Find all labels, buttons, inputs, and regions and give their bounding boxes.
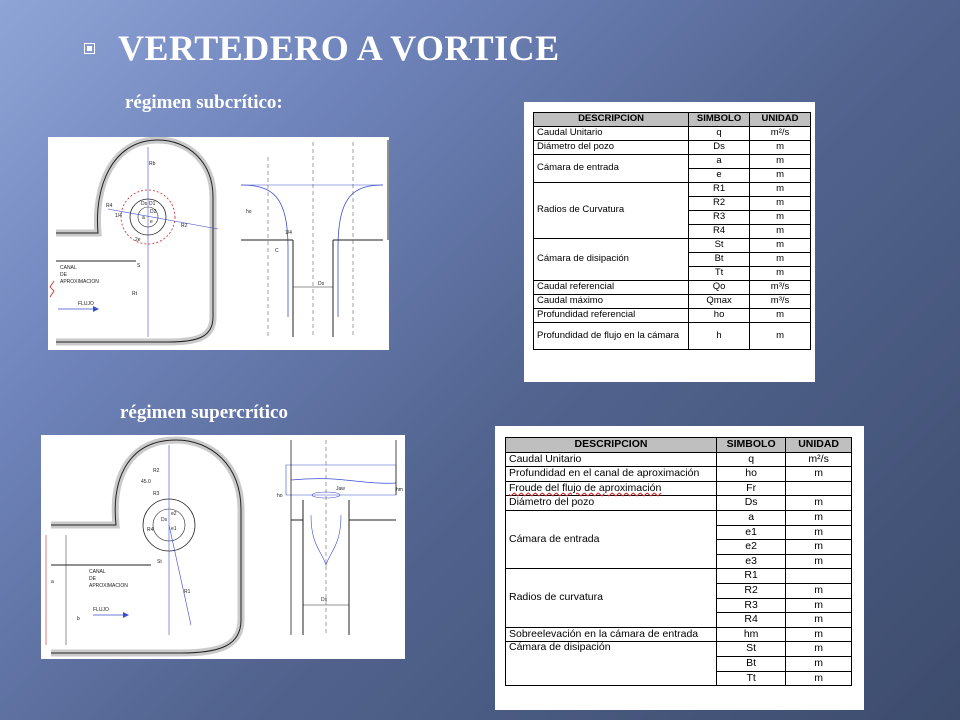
table-row: [506, 569, 852, 584]
row-desc: Caudal Unitario: [534, 127, 689, 141]
row-symbol: R1: [717, 569, 786, 584]
row-desc: Cámara de entrada: [534, 155, 689, 183]
row-symbol: ho: [717, 467, 786, 482]
row-desc: Cámara de disipación: [506, 642, 717, 686]
row-symbol: Tt: [717, 671, 786, 686]
row-desc: Sobreelevación en la cámara de entrada: [506, 627, 717, 642]
label-s: S: [137, 263, 141, 269]
row-symbol: R4: [717, 613, 786, 628]
row-desc: Cámara de entrada: [506, 510, 717, 568]
row-symbol: R2: [689, 197, 750, 211]
row-symbol: Ds: [717, 496, 786, 511]
table-row: [534, 295, 811, 309]
row-unit: m: [750, 211, 811, 225]
label-r2: R2: [153, 468, 160, 474]
row-desc: Radios de Curvatura: [534, 183, 689, 239]
row-symbol: R3: [717, 598, 786, 613]
row-desc: Froude del flujo de aproximación: [506, 481, 717, 496]
header-unidad: UNIDAD: [750, 113, 811, 127]
label-canal: CANAL: [60, 265, 77, 271]
row-symbol: Bt: [689, 253, 750, 267]
row-unit: m: [750, 267, 811, 281]
table-row: [534, 281, 811, 295]
row-symbol: q: [717, 452, 786, 467]
label-d2: D2: [150, 209, 157, 215]
subcritical-table-panel: [524, 102, 815, 382]
row-desc: Caudal máximo: [534, 295, 689, 309]
label-canal: CANAL: [89, 569, 106, 575]
row-unit: m: [786, 554, 852, 569]
label-rt: Rt: [132, 291, 137, 297]
label-ho: ho: [277, 493, 283, 499]
row-unit: [786, 481, 852, 496]
row-unit: m: [786, 656, 852, 671]
label-c: C: [275, 248, 279, 254]
label-e2: e2: [171, 511, 177, 517]
row-symbol: Fr: [717, 481, 786, 496]
label-d1: D1: [149, 201, 156, 207]
row-symbol: Qo: [689, 281, 750, 295]
label-flujo: FLUJO: [78, 301, 94, 307]
row-unit: m: [786, 510, 852, 525]
row-desc: Cámara de disipación: [534, 239, 689, 281]
row-desc: Diámetro del pozo: [534, 141, 689, 155]
label-rb: Rb: [149, 161, 156, 167]
row-symbol: h: [689, 323, 750, 350]
label-hm: hm: [396, 487, 403, 493]
row-symbol: e: [689, 169, 750, 183]
row-unit: m: [786, 467, 852, 482]
subcritical-table: [533, 112, 811, 350]
row-unit: m: [750, 141, 811, 155]
row-unit: m: [786, 671, 852, 686]
row-symbol: St: [717, 642, 786, 657]
row-symbol: Bt: [717, 656, 786, 671]
table-row: [534, 309, 811, 323]
header-simbolo: SIMBOLO: [717, 438, 786, 453]
label-aproximacion: APROXIMACION: [60, 279, 99, 285]
label-ds: Ds: [161, 517, 168, 523]
row-unit: m: [786, 583, 852, 598]
row-symbol: a: [689, 155, 750, 169]
row-desc: Profundidad en el canal de aproximación: [506, 467, 717, 482]
label-b: b: [77, 616, 80, 622]
label-r4: R4: [147, 527, 154, 533]
table-row: [506, 627, 852, 642]
row-unit: m: [750, 155, 811, 169]
label-aproximacion: APROXIMACION: [89, 583, 128, 589]
row-unit: m: [786, 525, 852, 540]
bullet-icon: [84, 43, 95, 54]
label-two-e: 2e: [135, 237, 141, 243]
row-symbol: q: [689, 127, 750, 141]
row-symbol: e3: [717, 554, 786, 569]
label-angle: 45.0: [141, 479, 151, 485]
row-unit: m: [750, 183, 811, 197]
row-unit: m: [750, 197, 811, 211]
label-ds-shaft: Ds: [318, 281, 325, 287]
label-half-ds: 1/4: [285, 230, 292, 236]
row-symbol: Qmax: [689, 295, 750, 309]
supercritical-table: [505, 437, 852, 686]
row-desc: Profundidad de flujo en la cámara: [534, 323, 689, 350]
row-symbol: St: [689, 239, 750, 253]
table-row: [534, 323, 811, 350]
label-r2: R2: [181, 223, 188, 229]
table-row: [534, 141, 811, 155]
row-unit: m: [750, 169, 811, 183]
label-r3: R3: [153, 491, 160, 497]
row-unit: m: [786, 598, 852, 613]
row-symbol: R3: [689, 211, 750, 225]
label-jaw: Jaw: [336, 486, 345, 492]
row-unit: m: [786, 496, 852, 511]
row-symbol: R4: [689, 225, 750, 239]
row-desc: Diámetro del pozo: [506, 496, 717, 511]
table-row: [534, 127, 811, 141]
label-ds: Ds: [141, 201, 148, 207]
table-row: [506, 510, 852, 525]
table-row: [534, 155, 811, 169]
row-symbol: Tt: [689, 267, 750, 281]
row-unit: m³/s: [750, 281, 811, 295]
row-unit: m: [750, 225, 811, 239]
table-row: [506, 481, 852, 496]
label-a: a: [51, 579, 54, 585]
header-descripcion: DESCRIPCION: [534, 113, 689, 127]
table-row: [506, 467, 852, 482]
label-r4: R4: [106, 203, 113, 209]
row-symbol: ho: [689, 309, 750, 323]
label-ho: ho: [246, 209, 252, 215]
table-row: [506, 642, 852, 657]
header-simbolo: SIMBOLO: [689, 113, 750, 127]
row-symbol: hm: [717, 627, 786, 642]
row-symbol: R1: [689, 183, 750, 197]
row-symbol: e1: [717, 525, 786, 540]
row-unit: m: [786, 642, 852, 657]
label-flujo: FLUJO: [93, 607, 109, 613]
row-unit: m³/s: [750, 295, 811, 309]
label-ds-shaft: Ds: [321, 597, 328, 603]
label-half-a: 1/4: [115, 213, 122, 219]
row-unit: m: [750, 253, 811, 267]
table-row: [534, 183, 811, 197]
row-unit: m: [786, 540, 852, 555]
row-symbol: e2: [717, 540, 786, 555]
supercritical-table-panel: [495, 426, 864, 710]
row-symbol: Ds: [689, 141, 750, 155]
subcritical-heading: régimen subcrítico:: [125, 92, 283, 113]
supercritical-heading: régimen supercrítico: [120, 402, 288, 423]
subcritical-diagram: [48, 137, 389, 350]
table-row: [534, 239, 811, 253]
label-st: St: [157, 559, 162, 565]
label-a: a: [142, 215, 145, 221]
header-descripcion: DESCRIPCION: [506, 438, 717, 453]
supercritical-drawing: [41, 435, 405, 659]
table-row: [506, 452, 852, 467]
row-unit: m²/s: [786, 452, 852, 467]
row-unit: m: [750, 239, 811, 253]
label-de: DE: [60, 272, 67, 278]
row-unit: m: [786, 613, 852, 628]
row-unit: [786, 569, 852, 584]
label-e1: e1: [171, 526, 177, 532]
slide-title: VERTEDERO A VORTICE: [118, 28, 560, 68]
row-symbol: R2: [717, 583, 786, 598]
label-e: e: [150, 219, 153, 225]
row-unit: m²/s: [750, 127, 811, 141]
table-row: [506, 496, 852, 511]
header-unidad: UNIDAD: [786, 438, 852, 453]
row-desc: Profundidad referencial: [534, 309, 689, 323]
label-r1: R1: [184, 589, 191, 595]
subcritical-drawing: [48, 137, 389, 350]
row-unit: m: [750, 323, 811, 350]
row-symbol: a: [717, 510, 786, 525]
row-desc: Caudal referencial: [534, 281, 689, 295]
row-unit: m: [750, 309, 811, 323]
supercritical-diagram: [41, 435, 405, 659]
label-de: DE: [89, 576, 96, 582]
row-unit: m: [786, 627, 852, 642]
row-desc: Caudal Unitario: [506, 452, 717, 467]
row-desc: Radios de curvatura: [506, 569, 717, 627]
